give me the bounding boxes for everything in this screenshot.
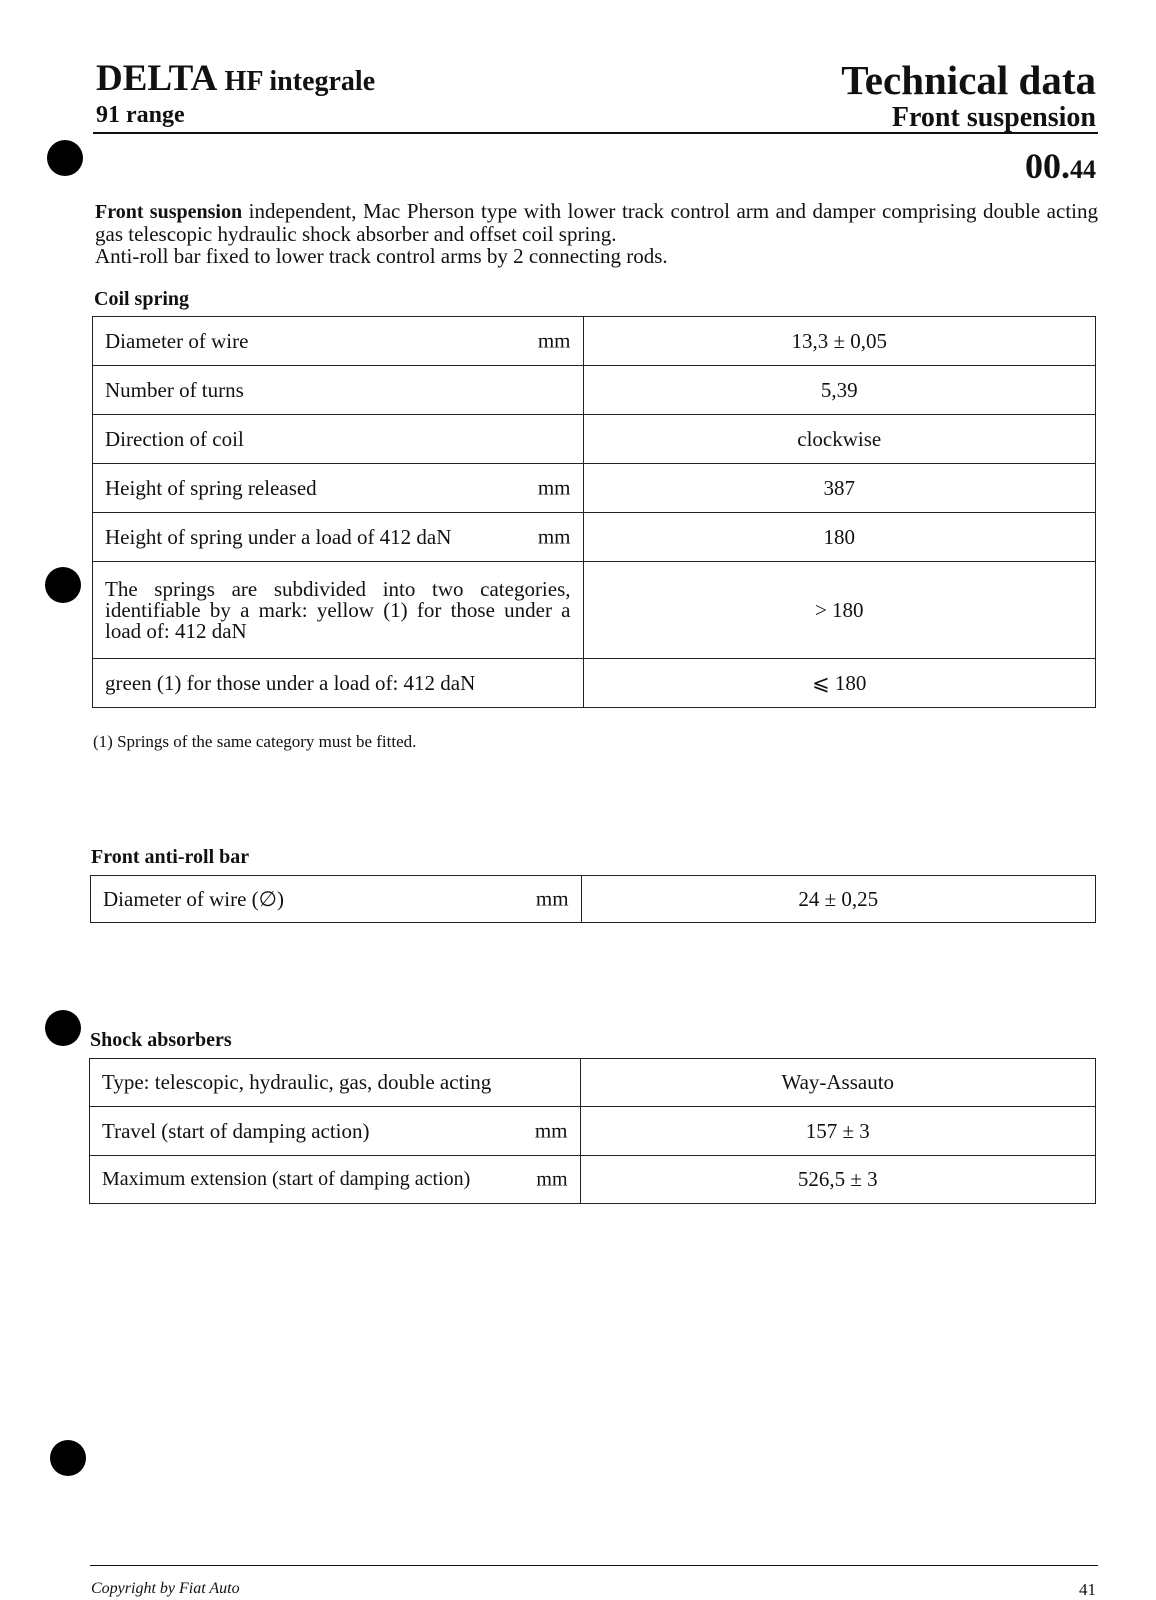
- footnote: (1) Springs of the same category must be fitted.: [93, 732, 417, 751]
- spec-value: > 180: [583, 562, 1095, 659]
- spec-label-cell: [93, 415, 584, 464]
- header-divider: [93, 132, 1098, 134]
- spec-label-cell: [93, 562, 584, 659]
- spec-unit: mm: [537, 328, 571, 353]
- spec-label: Height of spring under a load of 412 daN: [105, 524, 452, 549]
- intro-line2: Anti-roll bar fixed to lower track control arms by 2 connecting rods.: [95, 244, 668, 268]
- table-row: [93, 464, 1096, 513]
- coil-spring-table: [92, 316, 1096, 708]
- table-row: [90, 1156, 1096, 1204]
- punch-hole: [45, 1010, 81, 1046]
- table-row: [93, 415, 1096, 464]
- spec-label: Diameter of wire (∅): [103, 886, 284, 911]
- spec-value: Way-Assauto: [580, 1059, 1095, 1107]
- spec-label-cell: [90, 1059, 581, 1107]
- anti-roll-bar-title: Front anti-roll bar: [91, 846, 250, 868]
- spec-label: Number of turns: [105, 377, 244, 402]
- spec-unit: mm: [537, 475, 571, 500]
- spec-label: Travel (start of damping action): [102, 1118, 370, 1143]
- punch-hole: [50, 1440, 86, 1476]
- spec-label: green (1) for those under a load of: 412 daN: [105, 670, 476, 695]
- anti-roll-bar-table: [90, 875, 1096, 923]
- table-row: [90, 1107, 1096, 1156]
- punch-hole: [47, 140, 83, 176]
- spec-value: clockwise: [583, 415, 1095, 464]
- spec-label-cell: [93, 513, 584, 562]
- spec-unit: mm: [535, 886, 569, 911]
- table-row: [93, 317, 1096, 366]
- page-code-main: 00.: [1025, 146, 1070, 186]
- spec-value: 13,3 ± 0,05: [583, 317, 1095, 366]
- spec-label-cell: [90, 1107, 581, 1156]
- page-number: 41: [1079, 1580, 1096, 1599]
- intro-line1: independent, Mac Pherson type with lower track control arm and damper comprising double acting gas telescopic hydraulic shock absorber and offset coil spring.: [95, 199, 1098, 246]
- spec-value: 180: [583, 513, 1095, 562]
- spec-value: ⩽ 180: [583, 659, 1095, 708]
- punch-hole: [45, 567, 81, 603]
- model-name: DELTA: [96, 58, 216, 99]
- spec-label-cell: [93, 659, 584, 708]
- model-range: 91 range: [96, 102, 185, 128]
- table-row: [93, 659, 1096, 708]
- spec-value: 157 ± 3: [580, 1107, 1095, 1156]
- intro-lead: Front suspension: [95, 201, 243, 223]
- spec-value: 5,39: [583, 366, 1095, 415]
- spec-value: 526,5 ± 3: [580, 1156, 1095, 1204]
- shock-absorbers-table: [89, 1058, 1096, 1204]
- section-title: Technical data: [841, 57, 1096, 103]
- spec-label: Height of spring released: [105, 475, 317, 500]
- page-code: [1025, 145, 1096, 187]
- spec-label: Type: telescopic, hydraulic, gas, double acting: [102, 1070, 492, 1094]
- shock-absorbers-title: Shock absorbers: [90, 1029, 232, 1051]
- table-row: [93, 366, 1096, 415]
- spec-label: The springs are subdivided into two categories, identifiable by a mark: yellow (1) for those under a load of: 412 daN: [105, 576, 571, 643]
- model-variant: HF integrale: [224, 66, 376, 97]
- spec-value: 387: [583, 464, 1095, 513]
- coil-spring-title: Coil spring: [94, 288, 190, 310]
- spec-unit: mm: [534, 1118, 568, 1143]
- spec-label-cell: [93, 317, 584, 366]
- table-row: [93, 513, 1096, 562]
- document-title: [96, 60, 375, 97]
- page-code-sub: 44: [1070, 155, 1096, 184]
- spec-unit: mm: [537, 524, 571, 549]
- spec-label: Maximum extension (start of damping action): [102, 1168, 471, 1190]
- spec-label-cell: [90, 1156, 581, 1204]
- footer-divider: [90, 1565, 1098, 1566]
- intro-text: [95, 200, 1098, 267]
- table-row: [91, 876, 1096, 923]
- spec-label-cell: [91, 876, 582, 923]
- spec-label: Diameter of wire: [105, 328, 249, 353]
- spec-value: 24 ± 0,25: [581, 876, 1095, 923]
- table-row: [93, 562, 1096, 659]
- spec-unit: mm: [536, 1168, 568, 1190]
- copyright: Copyright by Fiat Auto: [91, 1580, 240, 1597]
- spec-label: Direction of coil: [105, 426, 244, 451]
- spec-label-cell: [93, 366, 584, 415]
- table-row: [90, 1059, 1096, 1107]
- spec-label-cell: [93, 464, 584, 513]
- section-subtitle: Front suspension: [891, 102, 1096, 133]
